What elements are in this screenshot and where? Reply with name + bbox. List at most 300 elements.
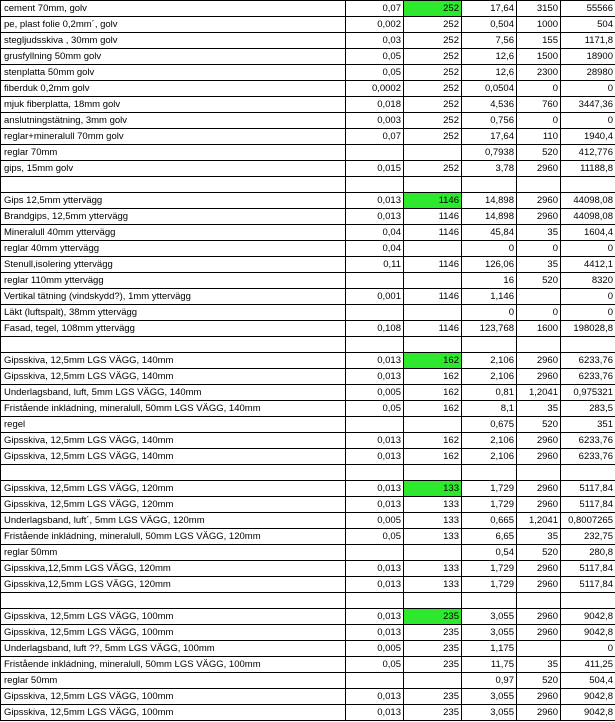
volume-cell[interactable]: 0	[462, 241, 517, 257]
material-cell[interactable]: gips, 15mm golv	[1, 161, 346, 177]
area-cell[interactable]: 235	[404, 689, 462, 705]
area-cell[interactable]: 235	[404, 625, 462, 641]
volume-cell[interactable]: 3,78	[462, 161, 517, 177]
volume-cell[interactable]: 0,7938	[462, 145, 517, 161]
empty-cell[interactable]	[462, 593, 517, 609]
area-cell[interactable]: 235	[404, 641, 462, 657]
volume-cell[interactable]: 4,536	[462, 97, 517, 113]
material-cell[interactable]: Vertikal tätning (vindskydd?), 1mm yttervägg	[1, 289, 346, 305]
thickness-cell[interactable]: 0,013	[346, 689, 404, 705]
density-cell[interactable]: 2960	[517, 369, 561, 385]
area-cell[interactable]: 162	[404, 385, 462, 401]
thickness-cell[interactable]: 0,018	[346, 97, 404, 113]
volume-cell[interactable]: 0,54	[462, 545, 517, 561]
thickness-cell[interactable]: 0,11	[346, 257, 404, 273]
empty-cell[interactable]	[346, 337, 404, 353]
volume-cell[interactable]: 126,06	[462, 257, 517, 273]
table-row	[1, 209, 615, 225]
mass-cell[interactable]: 411,25	[561, 657, 615, 673]
thickness-cell[interactable]	[346, 545, 404, 561]
density-cell[interactable]: 2960	[517, 625, 561, 641]
thickness-cell[interactable]: 0,07	[346, 1, 404, 17]
density-cell[interactable]: 3150	[517, 1, 561, 17]
material-cell[interactable]: fiberduk 0,2mm golv	[1, 81, 346, 97]
area-cell[interactable]	[404, 273, 462, 289]
density-cell[interactable]: 35	[517, 529, 561, 545]
area-cell[interactable]: 133	[404, 561, 462, 577]
material-cell[interactable]: Gipsskiva,12,5mm LGS VÄGG, 120mm	[1, 561, 346, 577]
table-row	[1, 65, 615, 81]
empty-cell[interactable]	[404, 177, 462, 193]
mass-cell[interactable]: 6233,76	[561, 369, 615, 385]
empty-cell[interactable]	[517, 465, 561, 481]
material-cell[interactable]: Underlagsband, luft, 5mm LGS VÄGG, 140mm	[1, 385, 346, 401]
area-cell[interactable]: 1146	[404, 209, 462, 225]
table-row	[1, 257, 615, 273]
volume-cell[interactable]: 7,56	[462, 33, 517, 49]
density-cell[interactable]: 35	[517, 657, 561, 673]
table-row	[1, 417, 615, 433]
table-row	[1, 17, 615, 33]
area-cell[interactable]: 252	[404, 49, 462, 65]
density-cell[interactable]: 0	[517, 241, 561, 257]
empty-cell[interactable]	[517, 337, 561, 353]
empty-cell[interactable]	[561, 337, 615, 353]
thickness-cell[interactable]: 0,013	[346, 577, 404, 593]
density-cell[interactable]	[517, 289, 561, 305]
area-cell[interactable]	[404, 305, 462, 321]
density-cell[interactable]: 0	[517, 113, 561, 129]
thickness-cell[interactable]	[346, 417, 404, 433]
area-cell[interactable]	[404, 417, 462, 433]
area-cell[interactable]: 1146	[404, 289, 462, 305]
density-cell[interactable]: 110	[517, 129, 561, 145]
thickness-cell[interactable]: 0,0002	[346, 81, 404, 97]
density-cell[interactable]: 1,2041	[517, 513, 561, 529]
material-cell[interactable]: regel	[1, 417, 346, 433]
volume-cell[interactable]: 3,055	[462, 689, 517, 705]
mass-cell[interactable]: 0	[561, 305, 615, 321]
area-cell[interactable]	[404, 545, 462, 561]
density-cell[interactable]: 2960	[517, 689, 561, 705]
table-row	[1, 369, 615, 385]
volume-cell[interactable]: 45,84	[462, 225, 517, 241]
thickness-cell[interactable]: 0,013	[346, 193, 404, 209]
mass-cell[interactable]: 6233,76	[561, 433, 615, 449]
volume-cell[interactable]: 1,729	[462, 561, 517, 577]
mass-cell[interactable]: 5117,84	[561, 561, 615, 577]
density-cell[interactable]: 2960	[517, 161, 561, 177]
mass-cell[interactable]: 1171,8	[561, 33, 615, 49]
thickness-cell[interactable]: 0,005	[346, 641, 404, 657]
table-row	[1, 321, 615, 337]
area-cell[interactable]: 133	[404, 481, 462, 497]
density-cell[interactable]: 35	[517, 257, 561, 273]
mass-cell[interactable]: 44098,08	[561, 193, 615, 209]
mass-cell[interactable]: 9042,8	[561, 705, 615, 721]
density-cell[interactable]: 520	[517, 673, 561, 689]
thickness-cell[interactable]: 0,015	[346, 161, 404, 177]
volume-cell[interactable]: 3,055	[462, 625, 517, 641]
area-cell[interactable]: 1146	[404, 225, 462, 241]
table-row	[1, 705, 615, 721]
area-cell[interactable]: 1146	[404, 193, 462, 209]
table-row	[1, 625, 615, 641]
density-cell[interactable]: 2960	[517, 449, 561, 465]
mass-cell[interactable]: 9042,8	[561, 689, 615, 705]
material-cell[interactable]: Fristående inkládning, mineralull, 50mm LGS VÄGG, 100mm	[1, 657, 346, 673]
mass-cell[interactable]: 0	[561, 81, 615, 97]
thickness-cell[interactable]	[346, 305, 404, 321]
thickness-cell[interactable]: 0,013	[346, 449, 404, 465]
density-cell[interactable]: 520	[517, 545, 561, 561]
thickness-cell[interactable]: 0,05	[346, 401, 404, 417]
mass-cell[interactable]: 3447,36	[561, 97, 615, 113]
mass-cell[interactable]: 5117,84	[561, 481, 615, 497]
density-cell[interactable]: 2960	[517, 481, 561, 497]
thickness-cell[interactable]: 0,003	[346, 113, 404, 129]
thickness-cell[interactable]: 0,05	[346, 65, 404, 81]
density-cell[interactable]: 155	[517, 33, 561, 49]
material-cell[interactable]: Underlagsband, luft´, 5mm LGS VÄGG, 120mm	[1, 513, 346, 529]
volume-cell[interactable]: 2,106	[462, 433, 517, 449]
area-cell[interactable]	[404, 241, 462, 257]
material-cell[interactable]: stegljudsskiva , 30mm golv	[1, 33, 346, 49]
empty-cell[interactable]	[561, 593, 615, 609]
volume-cell[interactable]: 0,756	[462, 113, 517, 129]
mass-cell[interactable]: 6233,76	[561, 449, 615, 465]
density-cell[interactable]: 520	[517, 417, 561, 433]
empty-cell[interactable]	[346, 177, 404, 193]
thickness-cell[interactable]: 0,013	[346, 481, 404, 497]
empty-cell[interactable]	[346, 593, 404, 609]
spacer-row	[1, 593, 615, 609]
density-cell[interactable]: 520	[517, 145, 561, 161]
volume-cell[interactable]: 0,97	[462, 673, 517, 689]
empty-cell[interactable]	[462, 465, 517, 481]
mass-cell[interactable]: 0,975321	[561, 385, 615, 401]
area-cell[interactable]: 235	[404, 705, 462, 721]
empty-cell[interactable]	[517, 177, 561, 193]
area-cell[interactable]: 235	[404, 609, 462, 625]
mass-cell[interactable]: 232,75	[561, 529, 615, 545]
area-cell[interactable]: 252	[404, 129, 462, 145]
table-row	[1, 641, 615, 657]
empty-cell[interactable]	[1, 465, 346, 481]
table-row	[1, 129, 615, 145]
mass-cell[interactable]: 1604,4	[561, 225, 615, 241]
material-cell[interactable]: reglar 70mm	[1, 145, 346, 161]
volume-cell[interactable]: 17,64	[462, 1, 517, 17]
density-cell[interactable]: 2960	[517, 353, 561, 369]
material-cell[interactable]: Gipsskiva, 12,5mm LGS VÄGG, 100mm	[1, 609, 346, 625]
volume-cell[interactable]: 3,055	[462, 705, 517, 721]
table-row	[1, 689, 615, 705]
area-cell[interactable]: 162	[404, 401, 462, 417]
area-cell[interactable]: 252	[404, 81, 462, 97]
thickness-cell[interactable]: 0,013	[346, 353, 404, 369]
table-row	[1, 305, 615, 321]
mass-cell[interactable]: 11188,8	[561, 161, 615, 177]
table-row	[1, 657, 615, 673]
empty-cell[interactable]	[462, 177, 517, 193]
volume-cell[interactable]: 12,6	[462, 49, 517, 65]
density-cell[interactable]: 1000	[517, 17, 561, 33]
volume-cell[interactable]: 2,106	[462, 449, 517, 465]
thickness-cell[interactable]: 0,013	[346, 369, 404, 385]
volume-cell[interactable]: 2,106	[462, 369, 517, 385]
volume-cell[interactable]: 0,665	[462, 513, 517, 529]
density-cell[interactable]: 2960	[517, 705, 561, 721]
mass-cell[interactable]: 4412,1	[561, 257, 615, 273]
area-cell[interactable]: 252	[404, 65, 462, 81]
material-cell[interactable]: Mineralull 40mm yttervägg	[1, 225, 346, 241]
area-cell[interactable]: 162	[404, 353, 462, 369]
volume-cell[interactable]: 0,504	[462, 17, 517, 33]
empty-cell[interactable]	[561, 465, 615, 481]
material-cell[interactable]: reglar+mineralull 70mm golv	[1, 129, 346, 145]
thickness-cell[interactable]	[346, 145, 404, 161]
table-row	[1, 161, 615, 177]
empty-cell[interactable]	[1, 337, 346, 353]
mass-cell[interactable]: 504,4	[561, 673, 615, 689]
area-cell[interactable]: 133	[404, 577, 462, 593]
empty-cell[interactable]	[1, 177, 346, 193]
material-cell[interactable]: Gipsskiva, 12,5mm LGS VÄGG, 140mm	[1, 369, 346, 385]
volume-cell[interactable]: 1,175	[462, 641, 517, 657]
material-cell[interactable]: Brandgips, 12,5mm yttervägg	[1, 209, 346, 225]
material-cell[interactable]: Gipsskiva, 12,5mm LGS VÄGG, 100mm	[1, 705, 346, 721]
thickness-cell[interactable]: 0,03	[346, 33, 404, 49]
table-row	[1, 529, 615, 545]
material-cell[interactable]: reglar 50mm	[1, 673, 346, 689]
thickness-cell[interactable]: 0,04	[346, 225, 404, 241]
material-cell[interactable]: Gipsskiva, 12,5mm LGS VÄGG, 120mm	[1, 497, 346, 513]
empty-cell[interactable]	[346, 465, 404, 481]
volume-cell[interactable]: 8,1	[462, 401, 517, 417]
volume-cell[interactable]: 0	[462, 305, 517, 321]
thickness-cell[interactable]: 0,013	[346, 609, 404, 625]
empty-cell[interactable]	[517, 593, 561, 609]
area-cell[interactable]: 162	[404, 369, 462, 385]
density-cell[interactable]: 2960	[517, 577, 561, 593]
area-cell[interactable]: 133	[404, 529, 462, 545]
material-cell[interactable]: Läkt (luftspalt), 38mm yttervägg	[1, 305, 346, 321]
mass-cell[interactable]: 504	[561, 17, 615, 33]
density-cell[interactable]: 2960	[517, 193, 561, 209]
volume-cell[interactable]: 0,0504	[462, 81, 517, 97]
thickness-cell[interactable]: 0,013	[346, 433, 404, 449]
mass-cell[interactable]: 280,8	[561, 545, 615, 561]
thickness-cell[interactable]: 0,005	[346, 385, 404, 401]
material-cell[interactable]: reglar 50mm	[1, 545, 346, 561]
mass-cell[interactable]: 55566	[561, 1, 615, 17]
volume-cell[interactable]: 17,64	[462, 129, 517, 145]
thickness-cell[interactable]: 0,05	[346, 657, 404, 673]
table-row	[1, 97, 615, 113]
mass-cell[interactable]: 6233,76	[561, 353, 615, 369]
material-cell[interactable]: grusfyllning 50mm golv	[1, 49, 346, 65]
spreadsheet-body	[1, 1, 615, 721]
material-cell[interactable]: Gipsskiva, 12,5mm LGS VÄGG, 140mm	[1, 353, 346, 369]
mass-cell[interactable]: 412,776	[561, 145, 615, 161]
mass-cell[interactable]: 44098,08	[561, 209, 615, 225]
mass-cell[interactable]: 0	[561, 241, 615, 257]
volume-cell[interactable]: 0,675	[462, 417, 517, 433]
area-cell[interactable]: 252	[404, 17, 462, 33]
material-cell[interactable]: anslutningstätning, 3mm golv	[1, 113, 346, 129]
density-cell[interactable]: 2960	[517, 433, 561, 449]
material-cell[interactable]: Gipsskiva, 12,5mm LGS VÄGG, 140mm	[1, 433, 346, 449]
thickness-cell[interactable]: 0,05	[346, 529, 404, 545]
area-cell[interactable]: 133	[404, 513, 462, 529]
thickness-cell[interactable]: 0,001	[346, 289, 404, 305]
area-cell[interactable]: 252	[404, 1, 462, 17]
area-cell[interactable]: 1146	[404, 257, 462, 273]
density-cell[interactable]: 2960	[517, 609, 561, 625]
mass-cell[interactable]: 198028,8	[561, 321, 615, 337]
mass-cell[interactable]: 9042,8	[561, 609, 615, 625]
material-cell[interactable]: Fristående inkládning, mineralull, 50mm LGS VÄGG, 140mm	[1, 401, 346, 417]
table-row	[1, 273, 615, 289]
area-cell[interactable]: 162	[404, 449, 462, 465]
area-cell[interactable]	[404, 673, 462, 689]
material-cell[interactable]: Fristående inkládning, mineralull, 50mm LGS VÄGG, 120mm	[1, 529, 346, 545]
material-cell[interactable]: Gipsskiva, 12,5mm LGS VÄGG, 140mm	[1, 449, 346, 465]
material-cell[interactable]: Gipsskiva, 12,5mm LGS VÄGG, 120mm	[1, 481, 346, 497]
empty-cell[interactable]	[1, 593, 346, 609]
material-cell[interactable]: reglar 40mm yttervägg	[1, 241, 346, 257]
thickness-cell[interactable]: 0,04	[346, 241, 404, 257]
material-cell[interactable]: Fasad, tegel, 108mm yttervägg	[1, 321, 346, 337]
table-row	[1, 241, 615, 257]
area-cell[interactable]	[404, 145, 462, 161]
thickness-cell[interactable]: 0,005	[346, 513, 404, 529]
mass-cell[interactable]: 283,5	[561, 401, 615, 417]
table-row	[1, 561, 615, 577]
table-row	[1, 433, 615, 449]
volume-cell[interactable]: 6,65	[462, 529, 517, 545]
area-cell[interactable]: 252	[404, 113, 462, 129]
thickness-cell[interactable]: 0,013	[346, 625, 404, 641]
thickness-cell[interactable]: 0,013	[346, 705, 404, 721]
thickness-cell[interactable]: 0,002	[346, 17, 404, 33]
density-cell[interactable]: 0	[517, 305, 561, 321]
density-cell[interactable]: 2960	[517, 561, 561, 577]
area-cell[interactable]: 1146	[404, 321, 462, 337]
material-cell[interactable]: Gips 12,5mm yttervägg	[1, 193, 346, 209]
volume-cell[interactable]: 1,729	[462, 577, 517, 593]
area-cell[interactable]: 235	[404, 657, 462, 673]
table-row	[1, 401, 615, 417]
table-row	[1, 225, 615, 241]
density-cell[interactable]: 2300	[517, 65, 561, 81]
volume-cell[interactable]: 1,146	[462, 289, 517, 305]
volume-cell[interactable]: 1,729	[462, 497, 517, 513]
mass-cell[interactable]: 351	[561, 417, 615, 433]
material-cell[interactable]: Gipsskiva,12,5mm LGS VÄGG, 120mm	[1, 577, 346, 593]
empty-cell[interactable]	[404, 593, 462, 609]
volume-cell[interactable]: 14,898	[462, 209, 517, 225]
material-cell[interactable]: Stenull,isolering yttervägg	[1, 257, 346, 273]
mass-cell[interactable]: 0,8007265	[561, 513, 615, 529]
mass-cell[interactable]: 28980	[561, 65, 615, 81]
density-cell[interactable]	[517, 641, 561, 657]
volume-cell[interactable]: 3,055	[462, 609, 517, 625]
mass-cell[interactable]: 8320	[561, 273, 615, 289]
thickness-cell[interactable]: 0,013	[346, 209, 404, 225]
volume-cell[interactable]: 2,106	[462, 353, 517, 369]
empty-cell[interactable]	[404, 465, 462, 481]
thickness-cell[interactable]	[346, 673, 404, 689]
area-cell[interactable]: 252	[404, 97, 462, 113]
table-row	[1, 577, 615, 593]
area-cell[interactable]: 252	[404, 161, 462, 177]
density-cell[interactable]: 0	[517, 81, 561, 97]
volume-cell[interactable]: 14,898	[462, 193, 517, 209]
thickness-cell[interactable]: 0,05	[346, 49, 404, 65]
material-cell[interactable]: pe, plast folie 0,2mm´, golv	[1, 17, 346, 33]
mass-cell[interactable]: 5117,84	[561, 497, 615, 513]
volume-cell[interactable]: 0,81	[462, 385, 517, 401]
thickness-cell[interactable]: 0,013	[346, 561, 404, 577]
mass-cell[interactable]: 0	[561, 641, 615, 657]
density-cell[interactable]: 2960	[517, 209, 561, 225]
density-cell[interactable]: 2960	[517, 497, 561, 513]
table-row	[1, 113, 615, 129]
mass-cell[interactable]: 5117,84	[561, 577, 615, 593]
thickness-cell[interactable]: 0,07	[346, 129, 404, 145]
volume-cell[interactable]: 12,6	[462, 65, 517, 81]
spacer-row	[1, 177, 615, 193]
material-cell[interactable]: Gipsskiva, 12,5mm LGS VÄGG, 100mm	[1, 689, 346, 705]
material-cell[interactable]: cement 70mm, golv	[1, 1, 346, 17]
area-cell[interactable]: 133	[404, 497, 462, 513]
density-cell[interactable]: 1500	[517, 49, 561, 65]
volume-cell[interactable]: 16	[462, 273, 517, 289]
thickness-cell[interactable]: 0,108	[346, 321, 404, 337]
empty-cell[interactable]	[462, 337, 517, 353]
density-cell[interactable]: 1600	[517, 321, 561, 337]
density-cell[interactable]: 35	[517, 401, 561, 417]
density-cell[interactable]: 1,2041	[517, 385, 561, 401]
material-cell[interactable]: stenplatta 50mm golv	[1, 65, 346, 81]
mass-cell[interactable]: 1940,4	[561, 129, 615, 145]
density-cell[interactable]: 760	[517, 97, 561, 113]
material-cell[interactable]: mjuk fiberplatta, 18mm golv	[1, 97, 346, 113]
volume-cell[interactable]: 123,768	[462, 321, 517, 337]
mass-cell[interactable]: 0	[561, 113, 615, 129]
material-cell[interactable]: Underlagsband, luft ??, 5mm LGS VÄGG, 100mm	[1, 641, 346, 657]
thickness-cell[interactable]: 0,013	[346, 497, 404, 513]
volume-cell[interactable]: 1,729	[462, 481, 517, 497]
mass-cell[interactable]: 9042,8	[561, 625, 615, 641]
density-cell[interactable]: 520	[517, 273, 561, 289]
area-cell[interactable]: 252	[404, 33, 462, 49]
empty-cell[interactable]	[561, 177, 615, 193]
material-cell[interactable]: Gipsskiva, 12,5mm LGS VÄGG, 100mm	[1, 625, 346, 641]
empty-cell[interactable]	[404, 337, 462, 353]
area-cell[interactable]: 162	[404, 433, 462, 449]
volume-cell[interactable]: 11,75	[462, 657, 517, 673]
table-row	[1, 1, 615, 17]
mass-cell[interactable]: 0	[561, 289, 615, 305]
mass-cell[interactable]: 18900	[561, 49, 615, 65]
density-cell[interactable]: 35	[517, 225, 561, 241]
material-cell[interactable]: reglar 110mm yttervägg	[1, 273, 346, 289]
thickness-cell[interactable]	[346, 273, 404, 289]
table-row	[1, 497, 615, 513]
